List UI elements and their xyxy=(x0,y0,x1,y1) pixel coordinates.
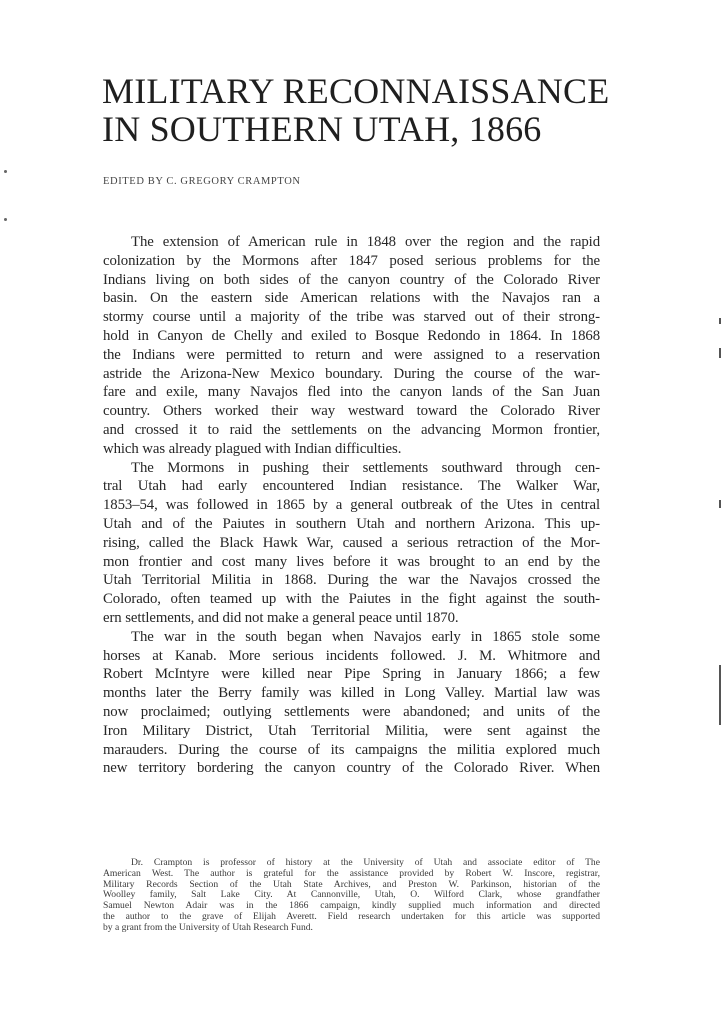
editor-byline: EDITED BY C. GREGORY CRAMPTON xyxy=(103,176,301,187)
body-line: The war in the south began when Navajos early in 1865 stole some xyxy=(131,628,600,645)
margin-mark xyxy=(719,665,721,725)
body-line: and crossed it to raid the settlements on the advancing Mormon frontier, xyxy=(103,421,600,438)
body-line: Utah and of the Paiutes in southern Utah and northern Arizona. This up- xyxy=(103,515,600,532)
footnote-line: Woolley family, Salt Lake City. At Cannonville, Utah, O. Wilford Clark, whose grandfather xyxy=(103,889,600,901)
article-title xyxy=(102,72,662,148)
body-line: marauders. During the course of its campaigns the militia explored much xyxy=(103,741,600,758)
body-line: tral Utah had early encountered Indian resistance. The Walker War, xyxy=(103,478,600,495)
footnote-line: the author to the grave of Elijah Averett. Field research undertaken for this article was supported xyxy=(103,910,600,922)
title-line-2: IN SOUTHERN UTAH, 1866 xyxy=(102,109,542,149)
body-line: which was already plagued with Indian difficulties. xyxy=(103,440,402,457)
body-line: mon frontier and cost many lives before it was brought to an end by the xyxy=(103,553,600,570)
body-line: now proclaimed; outlying settlements were abandoned; and units of the xyxy=(103,703,600,720)
body-line: The extension of American rule in 1848 over the region and the rapid xyxy=(131,234,600,250)
body-line: country. Others worked their way westward toward the Colorado River xyxy=(103,403,600,420)
body-line: astride the Arizona-New Mexico boundary. During the course of the war- xyxy=(103,365,600,382)
margin-mark xyxy=(719,500,721,508)
body-line: new territory bordering the canyon country of the Colorado River. When xyxy=(103,760,600,777)
body-line: hold in Canyon de Chelly and exiled to Bosque Redondo in 1864. In 1868 xyxy=(103,327,600,344)
author-footnote xyxy=(103,858,600,934)
scan-speck xyxy=(4,218,7,221)
body-line: basin. On the eastern side American relations with the Navajos ran a xyxy=(103,290,600,307)
body-line: horses at Kanab. More serious incidents followed. J. M. Whitmore and xyxy=(103,647,600,664)
body-line: colonization by the Mormons after 1847 posed serious problems for the xyxy=(103,252,600,269)
body-line: stormy course until a majority of the tribe was starved out of their strong- xyxy=(103,309,600,326)
margin-mark xyxy=(719,318,721,324)
body-line: Robert McIntyre were killed near Pipe Spring in January 1866; a few xyxy=(103,666,600,683)
footnote-line: Samuel Newton Adair was in the 1866 campaign, kindly supplied much information and directed xyxy=(103,900,600,912)
article-body xyxy=(103,233,600,778)
body-line: Utah Territorial Militia in 1868. During the war the Navajos crossed the xyxy=(103,572,600,589)
body-line: the Indians were permitted to return and were assigned to a reservation xyxy=(103,346,600,363)
body-line: fare and exile, many Navajos fled into the canyon lands of the San Juan xyxy=(103,384,600,401)
footnote-line: by a grant from the University of Utah Research Fund. xyxy=(103,921,313,933)
body-line: ern settlements, and did not make a general peace until 1870. xyxy=(103,609,459,626)
body-line: The Mormons in pushing their settlements southward through cen- xyxy=(131,459,600,476)
footnote-line: Military Records Section of the Utah State Archives, and Preston W. Parkinson, historian of the xyxy=(103,878,600,890)
title-line-1: MILITARY RECONNAISSANCE xyxy=(102,71,610,111)
body-line: 1853–54, was followed in 1865 by a general outbreak of the Utes in central xyxy=(103,497,600,514)
scan-speck xyxy=(4,170,7,173)
body-line: Colorado, often teamed up with the Paiutes in the fight against the south- xyxy=(103,591,600,608)
body-line: rising, called the Black Hawk War, caused a serious retraction of the Mor- xyxy=(103,534,600,551)
footnote-line: American West. The author is grateful for the assistance provided by Robert W. Inscore, registrar, xyxy=(103,867,600,879)
body-line: months later the Berry family was killed in Long Valley. Martial law was xyxy=(103,685,600,702)
body-line: Iron Military District, Utah Territorial Militia, were sent against the xyxy=(103,722,600,739)
body-line: Indians living on both sides of the canyon country of the Colorado River xyxy=(103,271,600,288)
margin-mark xyxy=(719,348,721,358)
footnote-line: Dr. Crampton is professor of history at the University of Utah and associate editor of The xyxy=(131,857,600,868)
